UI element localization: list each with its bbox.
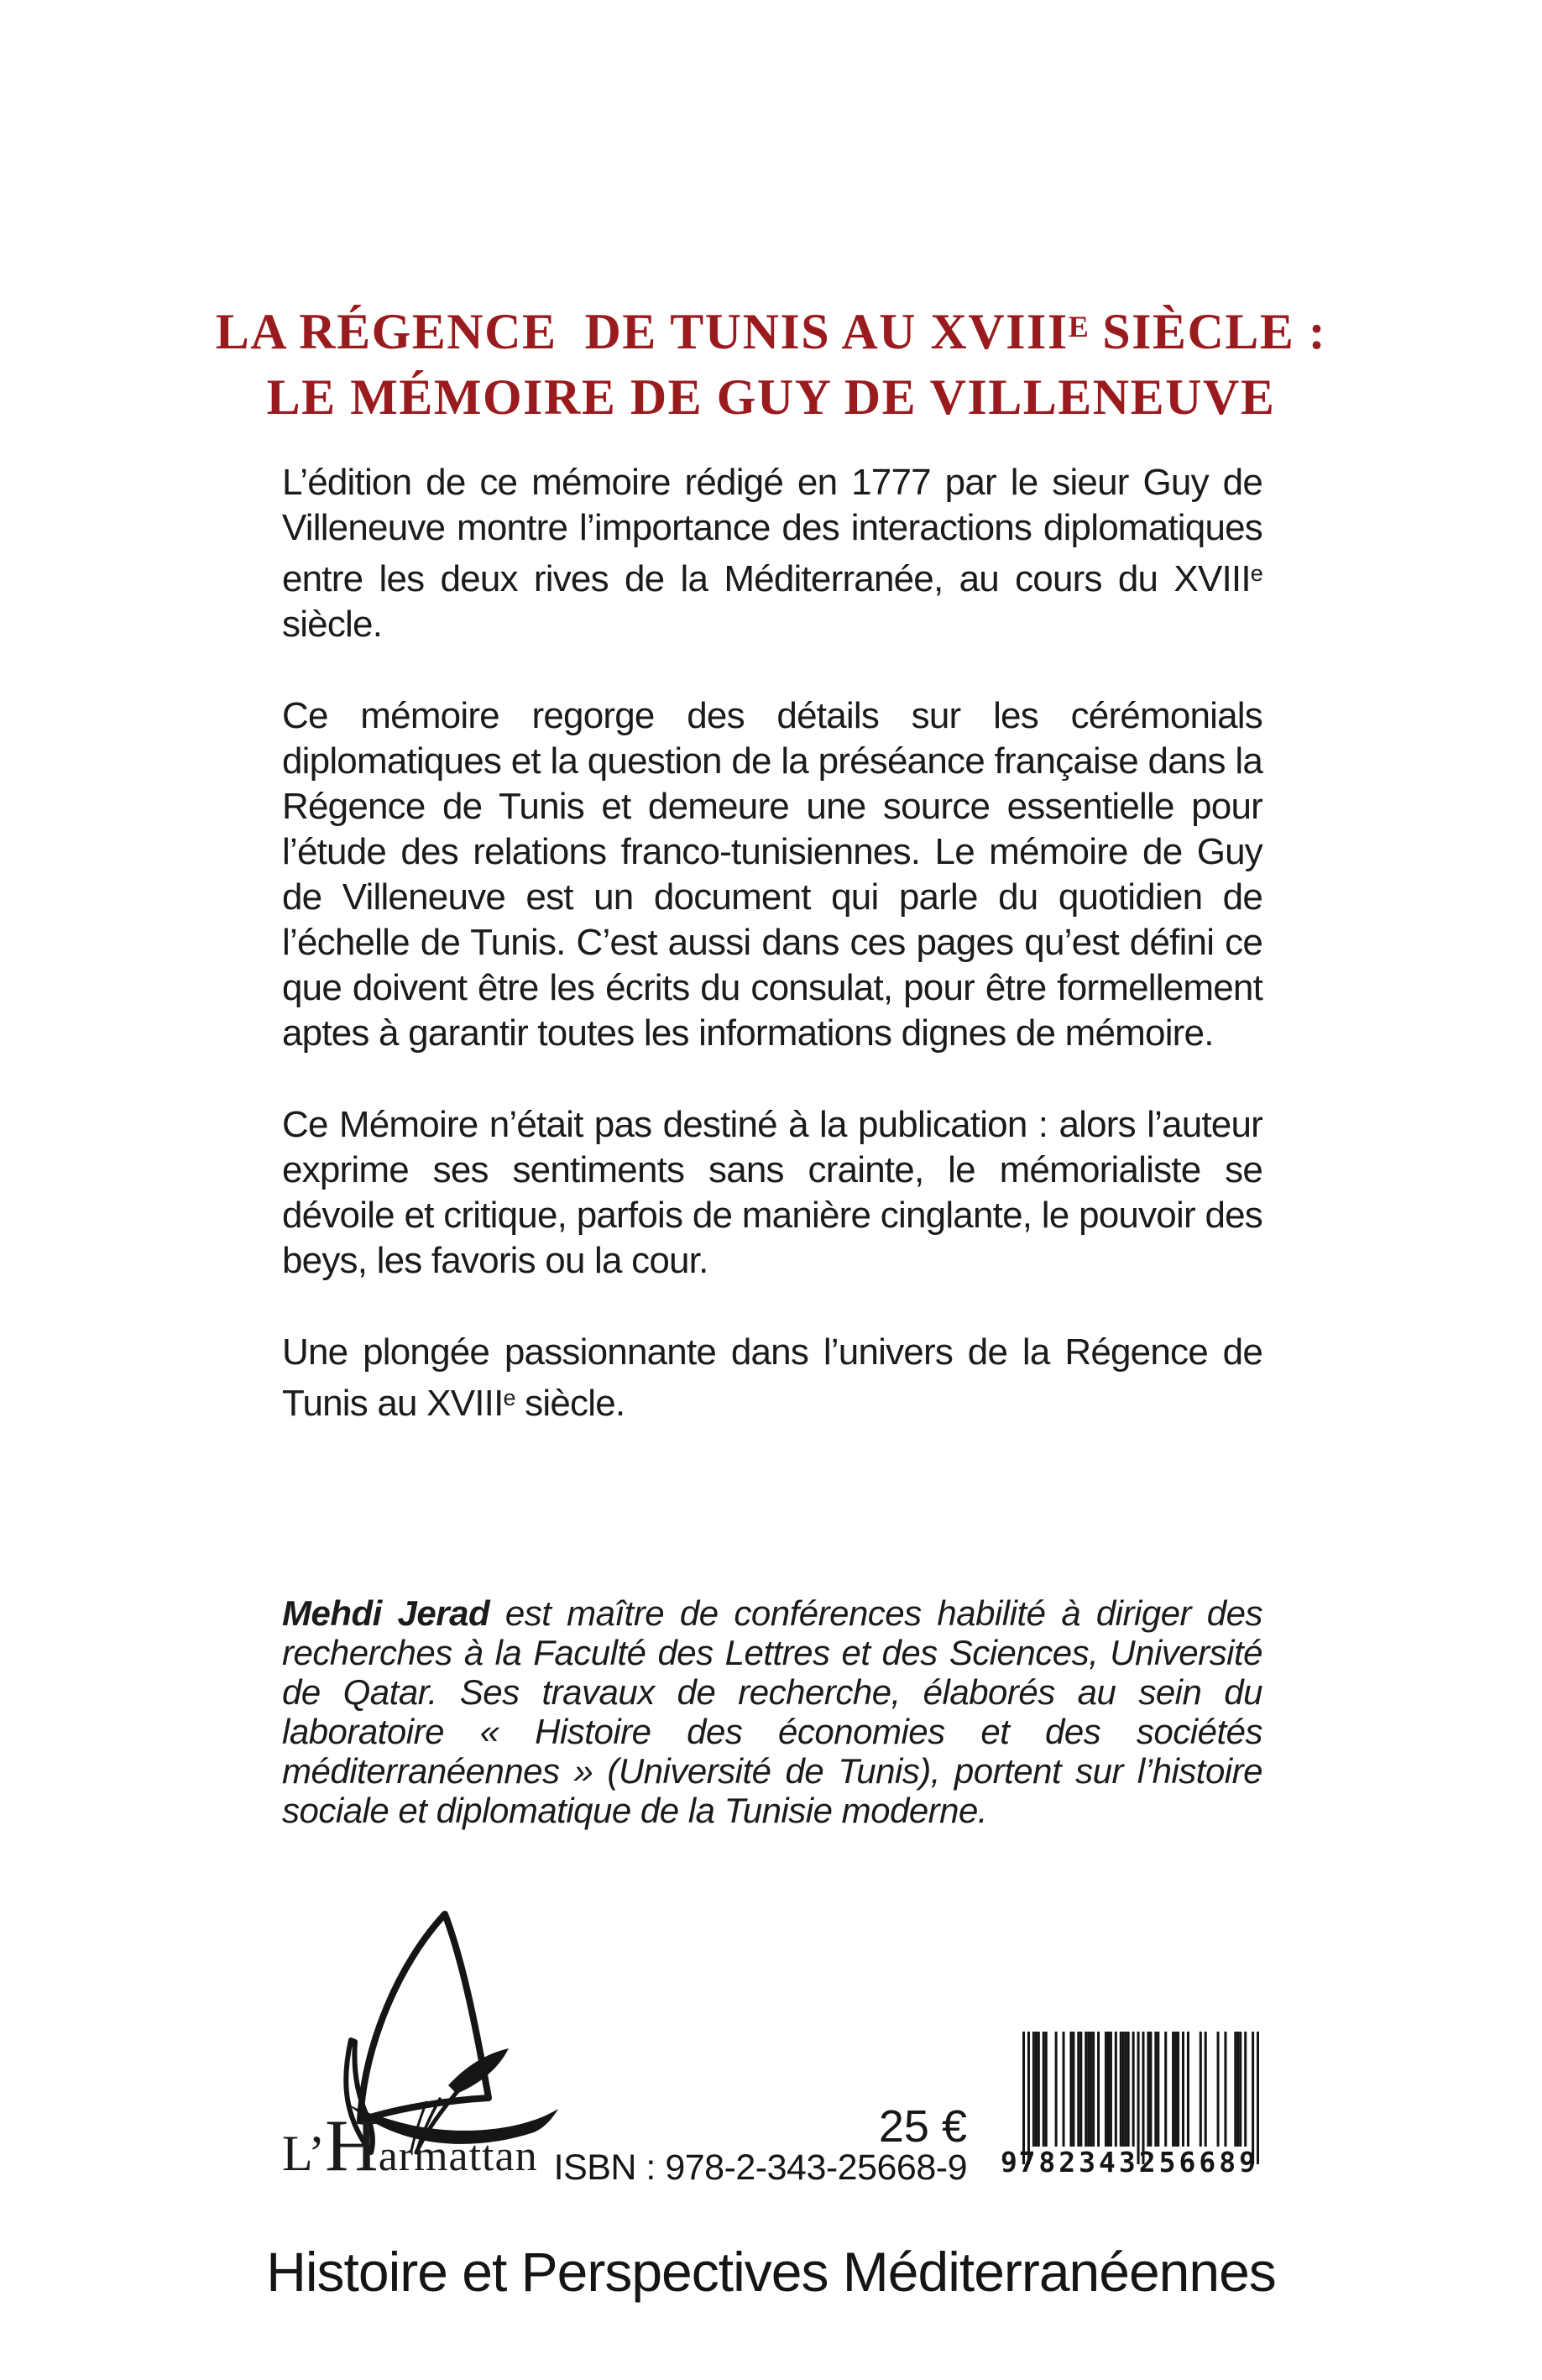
publisher-name (282, 2104, 567, 2189)
paragraph-1-superscript: e (1250, 561, 1262, 586)
synopsis-paragraph-4 (282, 1330, 1262, 1426)
paragraph-4-tail: siècle. (515, 1383, 625, 1424)
isbn: ISBN : 978-2-343-25668-9 (553, 2147, 967, 2188)
barcode-group-2: 256689 (1138, 2146, 1259, 2179)
paragraph-4-superscript: e (503, 1385, 515, 1410)
synopsis (282, 460, 1262, 1472)
barcode-bars-icon (1022, 2032, 1259, 2164)
synopsis-paragraph-2: Ce mémoire regorge des détails sur les cérémonials diplomatiques et la question de la préséance française dans la Régence de Tunis et demeure une source essentielle pour l’étude des relations franco-tunisiennes. Le mémoire de Guy de Villeneuve est un document qui parle du quotidien de l’échelle de Tunis. C’est aussi dans ces pages qu’est défini ce que doivent être les écrits du consulat, pour être formellement aptes à garantir toutes les informations dignes de mémoire. (282, 695, 1262, 1054)
ean13-barcode (1001, 2032, 1266, 2188)
book-title-line2: LE MÉMOIRE DE GUY DE VILLENEUVE (266, 369, 1276, 425)
author-bio-text: est maître de conférences habilité à diriger des recherches à la Faculté des Lettres et des Sciences, Université de Qatar. Ses travaux de recherche, élaborés au sein du laboratoire « Histoire des économies et des sociétés méditerranéennes » (Université de Tunis), portent sur l’histoire sociale et diplomatique de la Tunisie moderne. (282, 1593, 1262, 1830)
barcode-group-1: 782343 (1018, 2146, 1139, 2179)
author-name: Mehdi Jerad (282, 1593, 490, 1633)
collection-title: Histoire et Perspectives Méditerranéennes (266, 2241, 1276, 2303)
title-line1-superscript: E (1068, 310, 1089, 343)
paragraph-1-text: L’édition de ce mémoire rédigé en 1777 par le sieur Guy de Villeneuve montre l’importance des interactions diplomatiques entre les deux rives de la Méditerranée, au cours du XVIII (282, 462, 1262, 599)
barcode-lead-digit: 9 (1001, 2146, 1017, 2179)
publisher-name-l: L’ (282, 2126, 326, 2181)
book-title-line1 (0, 294, 1542, 364)
publisher-logo (267, 1907, 569, 2218)
barcode-digits (1001, 2146, 1259, 2179)
title-line1-tail: SIÈCLE : (1088, 304, 1327, 359)
publisher-name-rest: armattan (378, 2132, 538, 2180)
book-title (0, 294, 1542, 430)
paragraph-1-tail: siècle. (282, 604, 383, 645)
title-line1-main: LA RÉGENCE DE TUNIS AU XVIII (215, 304, 1069, 359)
synopsis-paragraph-1 (282, 460, 1262, 647)
publisher-name-h: H (325, 2105, 379, 2187)
paragraph-4-text: Une plongée passionnante dans l’univers de la Régence de Tunis au XVIII (282, 1331, 1262, 1424)
price: 25 € (878, 2101, 967, 2152)
synopsis-paragraph-3: Ce Mémoire n’était pas destiné à la publication : alors l’auteur exprime ses sentiments sans crainte, le mémorialiste se dévoile et critique, parfois de manière cinglante, le pouvoir des beys, les favoris ou la cour. (282, 1104, 1262, 1281)
author-bio (282, 1593, 1262, 1830)
